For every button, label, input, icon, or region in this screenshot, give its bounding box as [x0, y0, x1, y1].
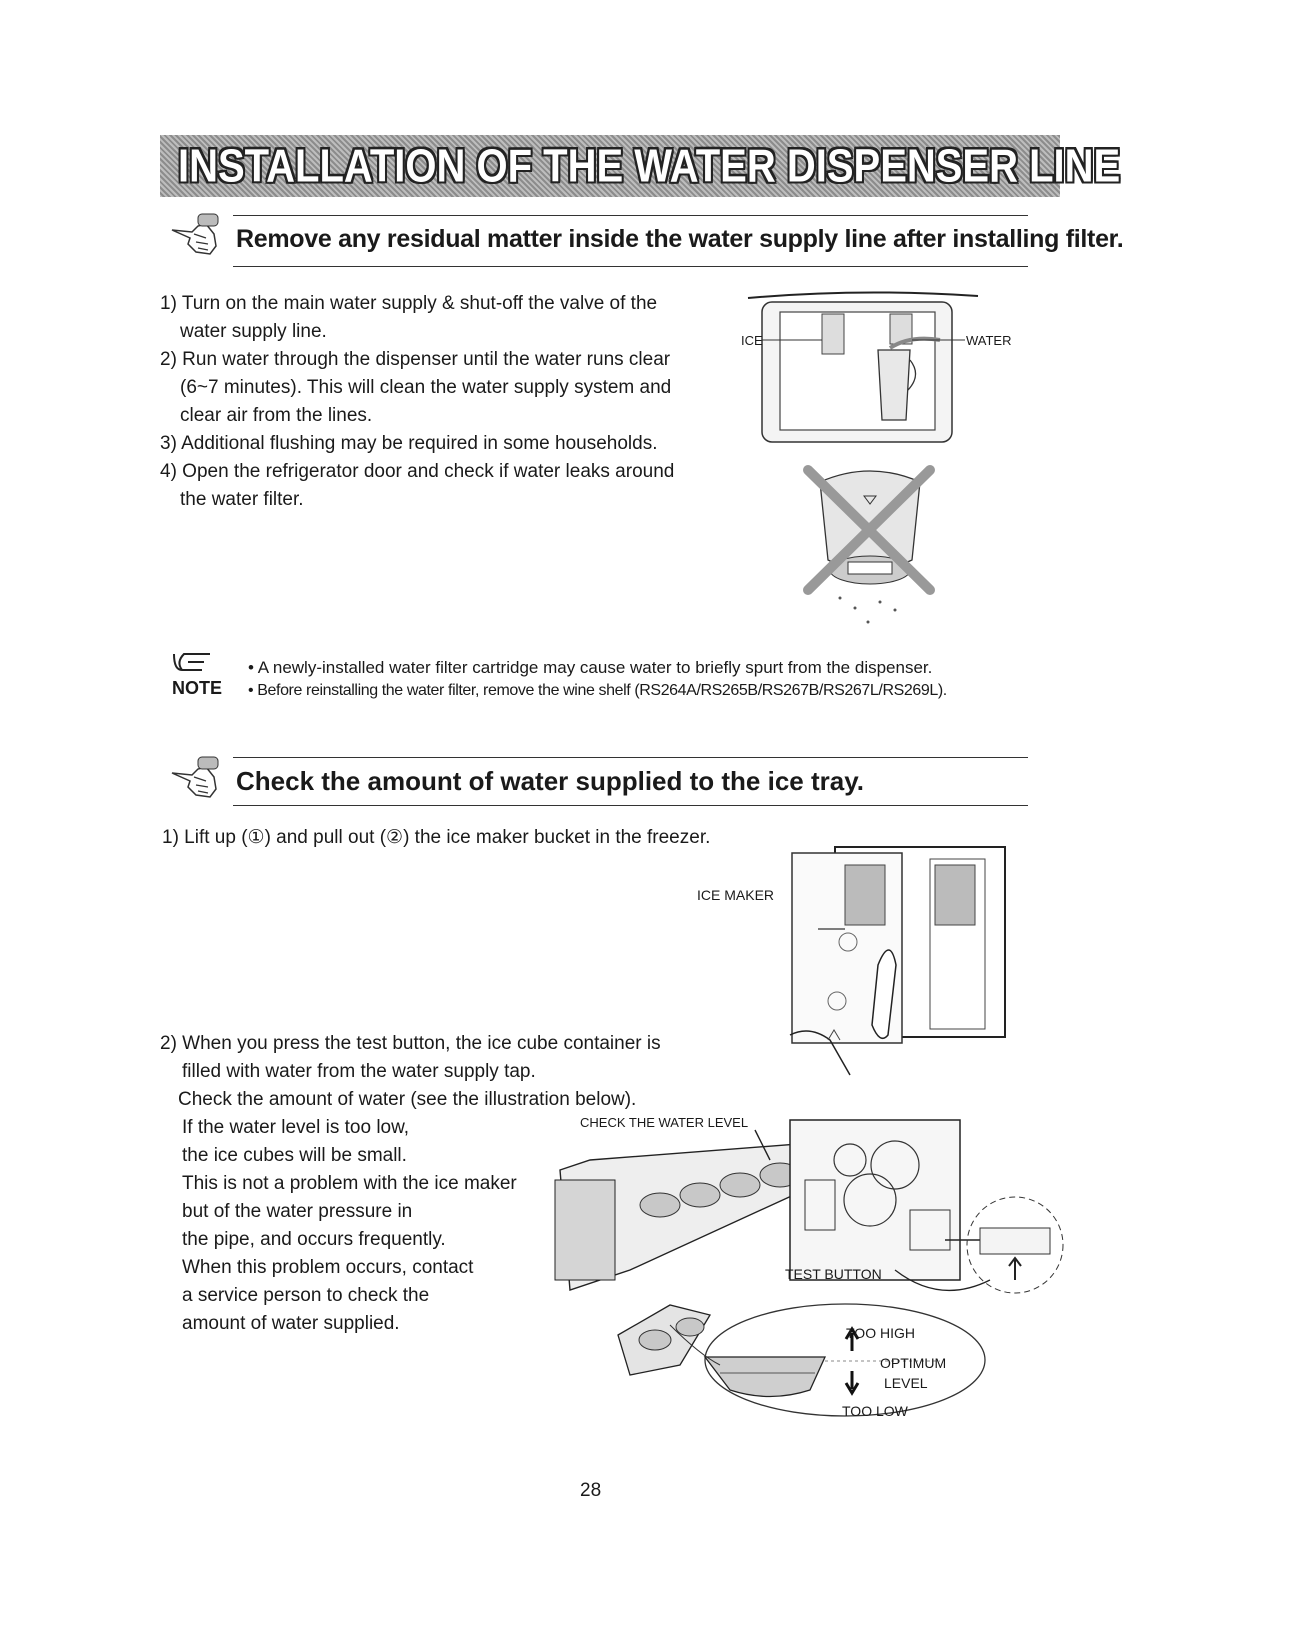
ice-maker-label: ICE MAKER	[697, 887, 775, 903]
step-line: 1) Turn on the main water supply & shut-off the valve of the	[160, 293, 658, 314]
note-label: NOTE	[172, 678, 223, 698]
note-line: • A newly-installed water filter cartridge may cause water to briefly spurt from the dispenser.	[248, 658, 933, 677]
too-high-label: TOO HIGH	[846, 1325, 915, 1341]
step-line: amount of water supplied.	[182, 1313, 400, 1334]
too-low-label: TOO LOW	[842, 1403, 908, 1419]
freezer-icemaker-illustration	[770, 835, 1015, 1085]
step-line: filled with water from the water supply tap.	[182, 1061, 536, 1082]
step-line: a service person to check the	[182, 1285, 430, 1306]
section2-heading: Check the amount of water supplied to the ice tray.	[236, 766, 864, 796]
step-line: When this problem occurs, contact	[182, 1257, 474, 1278]
section1-heading: Remove any residual matter inside the water supply line after installing filter.	[236, 225, 1124, 253]
banner-title: INSTALLATION OF THE WATER DISPENSER LINE	[178, 141, 1121, 192]
step-line: This is not a problem with the ice maker	[182, 1173, 517, 1194]
step-line: water supply line.	[180, 321, 327, 342]
note-line: • Before reinstalling the water filter, remove the wine shelf (RS264A/RS265B/RS267B/RS267L/RS269L).	[248, 682, 947, 699]
step-line: the water filter.	[180, 489, 304, 510]
step-line: but of the water pressure in	[182, 1201, 413, 1222]
level-label: LEVEL	[884, 1375, 928, 1391]
filter-crossed-illustration	[800, 460, 940, 630]
step-line: clear air from the lines.	[180, 405, 373, 426]
test-button-label: TEST BUTTON	[785, 1266, 882, 1282]
page-banner	[160, 135, 1121, 197]
note-pointing-hand-icon	[172, 650, 212, 674]
step-line: the ice cubes will be small.	[182, 1145, 407, 1166]
dispenser-illustration	[740, 290, 990, 450]
step-line: (6~7 minutes). This will clean the water supply system and	[180, 377, 672, 398]
section2-top-rule	[233, 757, 1028, 758]
step-line: 3) Additional flushing may be required in some households.	[160, 433, 658, 454]
hand-icon	[168, 212, 228, 262]
water-label: WATER	[966, 333, 1012, 348]
step1-line: 1) Lift up (①) and pull out (②) the ice maker bucket in the freezer.	[162, 827, 711, 848]
page-number: 28	[580, 1480, 602, 1501]
step-line: If the water level is too low,	[182, 1117, 410, 1138]
check-water-level-label: CHECK THE WATER LEVEL	[580, 1115, 749, 1130]
step-line: 2) Run water through the dispenser until the water runs clear	[160, 349, 671, 370]
section1-top-rule	[233, 215, 1028, 216]
step-line: 4) Open the refrigerator door and check if water leaks around	[160, 461, 675, 482]
ice-label: ICE	[741, 333, 763, 348]
section1-bottom-rule	[233, 266, 1028, 267]
step-line: Check the amount of water (see the illustration below).	[178, 1089, 637, 1110]
step-line: 2) When you press the test button, the ice cube container is	[160, 1033, 661, 1054]
hand-icon	[168, 755, 228, 805]
section2-bottom-rule	[233, 805, 1028, 806]
step-line: the pipe, and occurs frequently.	[182, 1229, 446, 1250]
optimum-label: OPTIMUM	[880, 1355, 947, 1371]
section1-steps	[160, 290, 674, 514]
